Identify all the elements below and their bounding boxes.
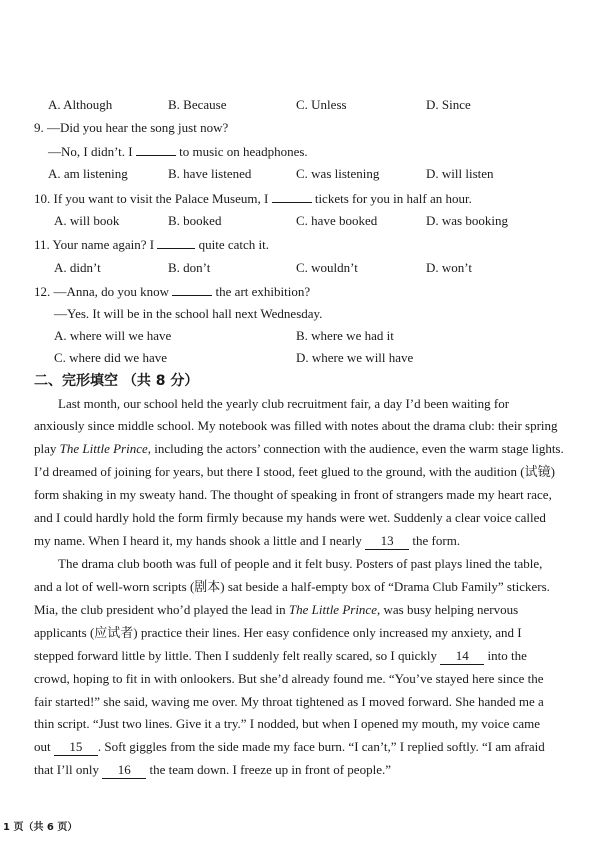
q9-option-c: C. was listening: [296, 166, 380, 181]
q11-question: [34, 236, 269, 253]
passage-line: The drama club booth was full of people and it felt busy. Posters of past plays lined the table,: [58, 556, 543, 571]
q9-answer-pre: —No, I didn’t. I: [48, 144, 133, 159]
passage-line: [34, 762, 391, 779]
section-heading: 二、完形填空 （共 8 分）: [34, 373, 199, 389]
page-footer: 1 页（共 6 页）: [3, 822, 78, 833]
passage-line: [34, 648, 527, 665]
q10-option-b: B. booked: [168, 213, 222, 228]
q10-option-c: C. have booked: [296, 213, 378, 228]
q8-option-d: D. Since: [426, 97, 471, 112]
q10-option-d: D. was booking: [426, 213, 508, 228]
passage-text: Mia, the club president who’d played the lead in: [34, 602, 289, 617]
q12-blank: [172, 283, 212, 296]
q9-answer-line: [48, 143, 308, 160]
passage-text: the form.: [412, 533, 461, 548]
passage-text: , including the actors’ connection with the audience, even the warm stage lights.: [147, 441, 564, 456]
passage-line: fair started!” she said, waving me over. My throat tightened as I moved forward. She handed me a: [34, 694, 544, 709]
passage-line: applicants (应试者) practice their lines. Her easy confidence only increased my anxiety, and I: [34, 625, 522, 640]
q9-question: 9. —Did you hear the song just now?: [34, 120, 229, 135]
blank-13: 13: [365, 533, 409, 550]
play-title: The Little Prince: [59, 441, 148, 456]
q12-option-d: D. where we will have: [296, 350, 414, 365]
passage-text: . Soft giggles from the side made my face burn. “I can’t,” I replied softly. “I am afraid: [97, 739, 545, 754]
passage-line: I’d dreamed of joining for years, but there I stood, feet glued to the ground, with the audition (试镜): [34, 464, 555, 479]
q10-post: tickets for you in half an hour.: [314, 191, 472, 206]
q11-blank: [157, 236, 195, 249]
passage-line: crowd, hoping to fit in with onlookers. But she’d already found me. “You’ve stayed here since the: [34, 671, 544, 686]
q11-pre: 11. Your name again? I: [34, 237, 155, 252]
q8-option-c: C. Unless: [296, 97, 347, 112]
passage-line: [34, 602, 518, 618]
q11-option-a: A. didn’t: [54, 260, 101, 275]
blank-16: 16: [102, 762, 146, 779]
q11-option-d: D. won’t: [426, 260, 472, 275]
q10-pre: 10. If you want to visit the Palace Museum, I: [34, 191, 269, 206]
passage-line: thin script. “Just two lines. Give it a try.” I nodded, but when I opened my mouth, my voice came: [34, 716, 541, 731]
passage-line: [34, 739, 545, 756]
passage-text: out: [34, 739, 51, 754]
passage-text: play: [34, 441, 60, 456]
passage-text: into the: [487, 648, 527, 663]
q12-option-c: C. where did we have: [54, 350, 167, 365]
passage-line: [34, 441, 564, 457]
q10-blank: [272, 190, 312, 203]
q8-option-a: A. Although: [48, 97, 113, 112]
q9-blank: [136, 143, 176, 156]
passage-text: that I’ll only: [34, 762, 99, 777]
passage-line: anxiously since middle school. My notebook was filled with notes about the drama club: their spring: [34, 418, 558, 433]
q11-option-c: C. wouldn’t: [296, 260, 358, 275]
passage-line: and I could hardly hold the form firmly because my hands were wet. Suddenly a clear voice called: [34, 510, 546, 525]
q9-option-b: B. have listened: [168, 166, 252, 181]
passage-line: [34, 533, 460, 550]
passage-line: Last month, our school held the yearly club recruitment fair, a day I’d been waiting for: [58, 396, 510, 411]
q12-question: [34, 283, 310, 300]
q9-answer-post: to music on headphones.: [179, 144, 308, 159]
blank-15: 15: [54, 739, 98, 756]
passage-text: my name. When I heard it, my hands shook a little and I nearly: [34, 533, 362, 548]
play-title: The Little Prince: [288, 602, 377, 617]
passage-text: the team down. I freeze up in front of people.”: [149, 762, 391, 777]
passage-line: form shaking in my sweaty hand. The thought of speaking in front of strangers made my heart race,: [34, 487, 552, 502]
q10-question: [34, 190, 472, 207]
q11-option-b: B. don’t: [168, 260, 211, 275]
q9-option-d: D. will listen: [426, 166, 494, 181]
q12-option-a: A. where will we have: [54, 328, 172, 343]
q8-option-b: B. Because: [168, 97, 227, 112]
q11-post: quite catch it.: [198, 237, 269, 252]
blank-14: 14: [440, 648, 484, 665]
q10-option-a: A. will book: [54, 213, 120, 228]
q9-option-a: A. am listening: [48, 166, 128, 181]
q12-post: the art exhibition?: [215, 284, 311, 299]
passage-text: , was busy helping nervous: [376, 602, 519, 617]
q12-answer-line: —Yes. It will be in the school hall next Wednesday.: [54, 306, 323, 321]
q12-pre: 12. —Anna, do you know: [34, 284, 170, 299]
q12-option-b: B. where we had it: [296, 328, 394, 343]
passage-line: and a lot of well-worn scripts (剧本) sat beside a half-empty box of “Drama Club Family” stickers.: [34, 579, 550, 594]
passage-text: stepped forward little by little. Then I suddenly felt really scared, so I quickly: [34, 648, 438, 663]
